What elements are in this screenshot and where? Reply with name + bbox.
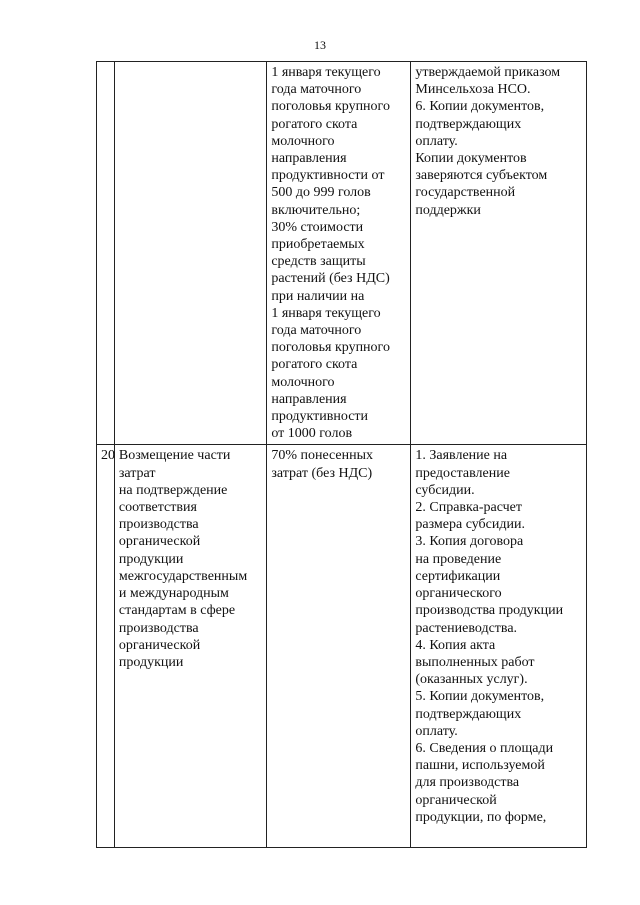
text-line: молочного bbox=[271, 133, 335, 149]
text-line: молочного bbox=[271, 374, 335, 390]
text-line: рогатого скота bbox=[271, 357, 358, 373]
subsidy-rate-cell bbox=[267, 445, 411, 848]
text-line: 1 января текущего bbox=[271, 65, 381, 80]
text-line: рогатого скота bbox=[271, 116, 358, 132]
text-line: приобретаемых bbox=[271, 237, 365, 253]
subsidy-rate-cell bbox=[267, 62, 411, 445]
text-line: производства продукции bbox=[415, 603, 564, 619]
text-line: утверждаемой приказом bbox=[415, 65, 561, 80]
text-line: продукции, по форме, bbox=[415, 809, 547, 825]
text-line: оплату. bbox=[415, 723, 458, 739]
text-line: года маточного bbox=[271, 323, 362, 339]
text-line: продуктивности от bbox=[271, 168, 385, 184]
text-line: года маточного bbox=[271, 82, 362, 98]
text-line: стандартам в сфере bbox=[118, 603, 236, 619]
text-line: оплату. bbox=[415, 133, 458, 149]
text-line: Минсельхоза НСО. bbox=[415, 82, 531, 98]
text-line: 500 до 999 голов bbox=[271, 185, 371, 201]
text-line: 6. Копии документов, bbox=[415, 99, 545, 115]
text-line: размера субсидии. bbox=[415, 517, 525, 533]
text-line: Копии документов bbox=[415, 151, 527, 167]
text-line: сертификации bbox=[415, 568, 501, 584]
text-line: для производства bbox=[415, 775, 520, 791]
text-line: органической bbox=[118, 637, 201, 653]
text-line: заверяются субъектом bbox=[415, 168, 548, 184]
subsidy-name-cell bbox=[114, 445, 266, 848]
required-documents-cell bbox=[411, 62, 587, 445]
text-line: поголовья крупного bbox=[271, 99, 390, 115]
text-line: пашни, используемой bbox=[415, 758, 545, 774]
text-line: продукции bbox=[118, 654, 184, 670]
text-line: межгосударственным bbox=[118, 568, 248, 584]
text-line: производства bbox=[118, 517, 199, 533]
text-line: на проведение bbox=[415, 551, 502, 567]
text-line: 4. Копия акта bbox=[415, 637, 496, 653]
required-documents-cell bbox=[411, 445, 587, 848]
text-line: на подтверждение bbox=[118, 482, 228, 498]
text-line: органической bbox=[415, 792, 497, 808]
text-line: направления bbox=[271, 391, 347, 407]
text-line: подтверждающих bbox=[415, 116, 522, 132]
text-line: 1 января текущего bbox=[271, 305, 381, 321]
text-line: предоставление bbox=[415, 465, 510, 481]
text-line: и международным bbox=[118, 586, 229, 602]
text-line: 2. Справка-расчет bbox=[415, 500, 523, 516]
row-number-cell bbox=[97, 62, 115, 445]
text-line: 70% понесенных bbox=[271, 448, 374, 464]
text-line: государственной bbox=[415, 185, 516, 201]
row-number-cell: 20 bbox=[97, 445, 115, 848]
text-line: поголовья крупного bbox=[271, 340, 390, 356]
page-number: 13 bbox=[314, 38, 326, 52]
text-line: включительно; bbox=[271, 202, 361, 218]
text-line: подтверждающих bbox=[415, 706, 522, 722]
table-row bbox=[97, 445, 587, 848]
text-line: растениеводства. bbox=[415, 620, 518, 636]
text-line: при наличии на bbox=[271, 288, 365, 304]
table-row bbox=[97, 62, 587, 445]
text-line: растений (без НДС) bbox=[271, 271, 390, 287]
text-line: поддержки bbox=[415, 202, 481, 218]
text-line: 1. Заявление на bbox=[415, 448, 508, 464]
text-line: субсидии. bbox=[415, 482, 475, 498]
text-line: (оказанных услуг). bbox=[415, 672, 528, 688]
text-line: выполненных работ bbox=[415, 654, 535, 670]
text-line: 3. Копия договора bbox=[415, 534, 524, 550]
text-line: направления bbox=[271, 151, 347, 167]
text-line: органической bbox=[118, 534, 201, 550]
text-line: производства bbox=[118, 620, 199, 636]
text-line: соответствия bbox=[118, 500, 197, 516]
text-line: органического bbox=[415, 586, 502, 602]
subsidy-table bbox=[96, 61, 587, 848]
text-line: затрат (без НДС) bbox=[271, 465, 373, 481]
subsidy-name-cell bbox=[114, 62, 266, 445]
text-line: продукции bbox=[118, 551, 184, 567]
text-line: средств защиты bbox=[271, 254, 366, 270]
text-line: 6. Сведения о площади bbox=[415, 740, 554, 756]
text-line: Возмещение части bbox=[118, 448, 231, 464]
text-line: от 1000 голов bbox=[271, 426, 353, 442]
text-line: затрат bbox=[118, 465, 156, 481]
text-line: 30% стоимости bbox=[271, 219, 364, 235]
text-line: продуктивности bbox=[271, 409, 369, 425]
text-line: 5. Копии документов, bbox=[415, 689, 545, 705]
